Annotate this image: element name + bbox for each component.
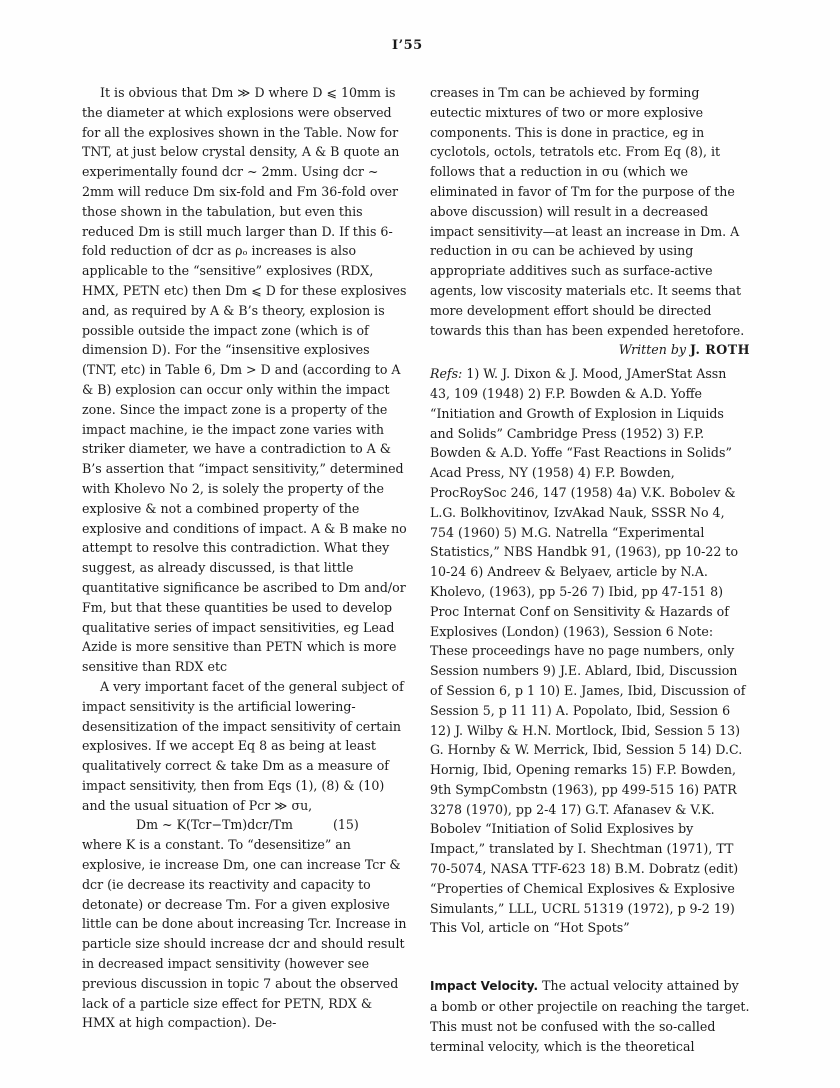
references	[430, 364, 750, 938]
signature-prefix: Written by	[618, 342, 687, 358]
paragraph: where K is a constant. To “desensitize” an explosive, ie increase Dm, one can increase Tcr & dcr (ie decrease its reactivity and capacity to detonate) or decrease Tm. For a given explosive little can be done about increasing Tcr. Increase in particle size should increase dcr and should result in decreased impact sensitivity (however see previous discussion in topic 7 about the observed lack of a particle size effect for PETN, RDX & HMX at high compaction). De-	[82, 837, 407, 1031]
entry-heading: Impact Velocity.	[430, 979, 539, 994]
equation-15: Dm ~ K(Tcr−Tm)dcr/Tm (15)	[136, 817, 359, 833]
refs-text: 1) W. J. Dixon & J. Mood, JAmerStat Assn 43, 109 (1948) 2) F.P. Bowden & A.D. Yoffe “Initiation and Growth of Explosion in Liquids and Solids” Cambridge Press (1952) 3) F.P. Bowden & A.D. Yoffe “Fast Reactions in Solids” Acad Press, NY (1958) 4) F.P. Bowden, ProcRoySoc 246, 147 (1958) 4a) V.K. Bobolev & L.G. Bolkhovitinov, IzvAkad Nauk, SSSR No 4, 754 (1960) 5) M.G. Natrella “Experimental Statistics,” NBS Handbk 91, (1963), pp 10-22 to 10-24 6) Andreev & Belyaev, article by N.A. Kholevo, (1963), pp 5-26 7) Ibid, pp 47-151 8) Proc Internat Conf on Sensitivity & Hazards of Explosives (London) (1963), Session 6 Note: These proceedings have no page numbers, only Session numbers 9) J.E. Ablard, Ibid, Discussion of Session 6, p 1 10) E. James, Ibid, Discussion of Session 5, p 11 11) A. Popolato, Ibid, Session 6 12) J. Wilby & H.N. Mortlock, Ibid, Session 5 13) G. Hornby & W. Merrick, Ibid, Session 5 14) D.C. Hornig, Ibid, Opening remarks 15) F.P. Bowden, 9th SympCombstn (1963), pp 499-515 16) PATR 3278 (1970), pp 2-4 17) G.T. Afanasev & V.K. Bobolev “Initiation of Solid Explosives by Impact,” translated by I. Shechtman (1971), TT 70-5074, NASA TTF-623 18) B.M. Dobratz (edit) “Properties of Chemical Explosives & Explosive Simulants,” LLL, UCRL 51319 (1972), p 9-2 19) This Vol, article on “Hot Spots”	[430, 366, 746, 936]
paragraph: It is obvious that Dm ≫ D where D ⩽ 10mm is the diameter at which explosions were observed for all the explosives shown in the Table. Now for TNT, at just below crystal density, A & B quote an experimentally found dcr ~ 2mm. Using dcr ~ 2mm will reduce Dm six-fold and Fm 36-fold over those shown in the tabulation, but even this reduced Dm is still much larger than D. If this 6-fold reduction of dcr as ρₒ increases is also applicable to the “sensitive” explosives (RDX, HMX, PETN etc) then Dm ⩽ D for these explosives and, as required by A & B’s theory, explosion is possible outside the impact zone (which is of dimension D). For the “insensitive explosives (TNT, etc) in Table 6, Dm > D and (according to A & B) explosion can occur only within the impact zone. Since the impact zone is a property of the impact machine, ie the impact zone varies with striker diameter, we have a contradiction to A & B’s assertion that “impact sensitivity,” determined with Kholevo No 2, is solely the property of the explosive & not a combined property of the explosive and conditions of impact. A & B make no attempt to resolve this contradiction. What they suggest, as already discussed, is that little quantitative significance be ascribed to Dm and/or Fm, but that these quantities be used to develop qualitative series of impact sensitivities, eg Lead Azide is more sensitive than PETN which is more sensitive than RDX etc	[82, 85, 407, 675]
right-column	[430, 83, 750, 1056]
page-number: I’55	[392, 38, 423, 53]
paragraph: A very important facet of the general subject of impact sensitivity is the artificial lowering-desensitization of the impact sensitivity of certain explosives. If we accept Eq 8 as being at least qualitatively correct & take Dm as a measure of impact sensitivity, then from Eqs (1), (8) & (10) and the usual situation of Pcr ≫ σu,	[82, 678, 404, 813]
spacer	[430, 938, 750, 976]
signature-name: J. ROTH	[690, 342, 750, 358]
left-column	[82, 83, 407, 1033]
paragraph: creases in Tm can be achieved by forming eutectic mixtures of two or more explosive components. This is done in practice, eg in cyclotols, octols, tetratols etc. From Eq (8), it follows that a reduction in σu (which we eliminated in favor of Tm for the purpose of the above discussion) will result in a decreased impact sensitivity—at least an increase in Dm. A reduction in σu can be achieved by using appropriate additives such as surface-active agents, low viscosity materials etc. It seems that more development effort should be directed towards this than has been expended heretofore.	[430, 85, 745, 338]
author-signature	[430, 340, 750, 360]
impact-velocity-entry	[430, 976, 750, 1056]
refs-label: Refs:	[430, 366, 463, 382]
entry-text: The actual velocity attained by a bomb or other projectile on reaching the target. This must not be confused with the so-called terminal velocity, which is the theoretical	[430, 978, 750, 1054]
